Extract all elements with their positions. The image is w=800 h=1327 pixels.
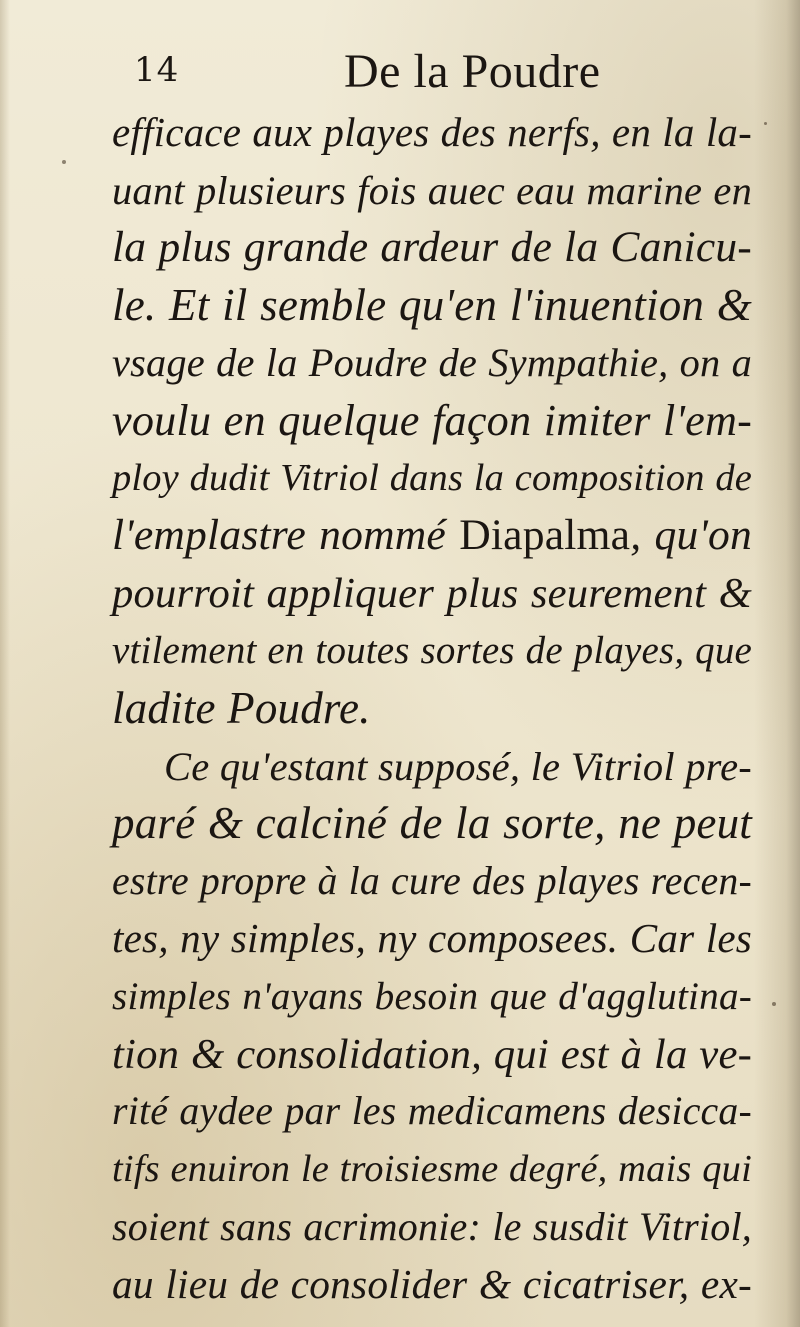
- text-line: rité aydee par les medicamens desicca-: [112, 1089, 752, 1134]
- text-line: voulu en quelque façon imiter l'em-: [112, 395, 752, 445]
- text-line: pourroit appliquer plus seurement &: [112, 569, 752, 617]
- paper-speck: [62, 160, 66, 164]
- body-text: [112, 104, 752, 1313]
- text-line: le. Et il semble qu'en l'inuention &: [112, 279, 752, 330]
- text-line: paré & calciné de la sorte, ne peut: [112, 798, 752, 849]
- page-header: [0, 44, 800, 104]
- text-line: ploy dudit Vitriol dans la composition de: [112, 456, 752, 499]
- text-segment-roman: Diapalma: [459, 511, 631, 560]
- text-line: la plus grande ardeur de la Canicu-: [112, 223, 752, 272]
- text-line: tes, ny simples, ny composees. Car les: [112, 915, 752, 962]
- text-line: Ce qu'estant supposé, le Vitriol pre-: [164, 743, 752, 789]
- page-left-edge-shadow: [0, 0, 10, 1327]
- text-line: vtilement en toutes sortes de playes, que: [112, 629, 752, 673]
- text-line: ladite Poudre.: [112, 682, 371, 733]
- paper-speck: [764, 122, 767, 125]
- text-segment-italic: l'emplastre nommé: [112, 511, 460, 560]
- text-line: efficace aux playes des nerfs, en la la-: [112, 109, 752, 155]
- text-line: tion & consolidation, qui est à la ve-: [112, 1030, 752, 1078]
- text-line: simples n'ayans besoin que d'agglutina-: [112, 974, 752, 1018]
- running-head: De la Poudre: [344, 45, 601, 98]
- paper-speck: [772, 1002, 776, 1006]
- page-number: 14: [134, 50, 180, 90]
- text-line: au lieu de consolider & cicatriser, ex-: [112, 1260, 752, 1307]
- page-gutter-shadow: [754, 0, 800, 1327]
- text-line: soient sans acrimonie: le susdit Vitriol,: [112, 1204, 752, 1250]
- text-line: vsage de la Poudre de Sympathie, on a: [112, 340, 752, 386]
- text-line: [112, 507, 752, 565]
- text-line: uant plusieurs fois auec eau marine en: [112, 167, 752, 213]
- text-segment-italic: , qu'on: [630, 511, 752, 560]
- text-line: tifs enuiron le troisiesme degré, mais qui: [112, 1147, 752, 1190]
- text-line: estre propre à la cure des playes recen-: [112, 858, 752, 903]
